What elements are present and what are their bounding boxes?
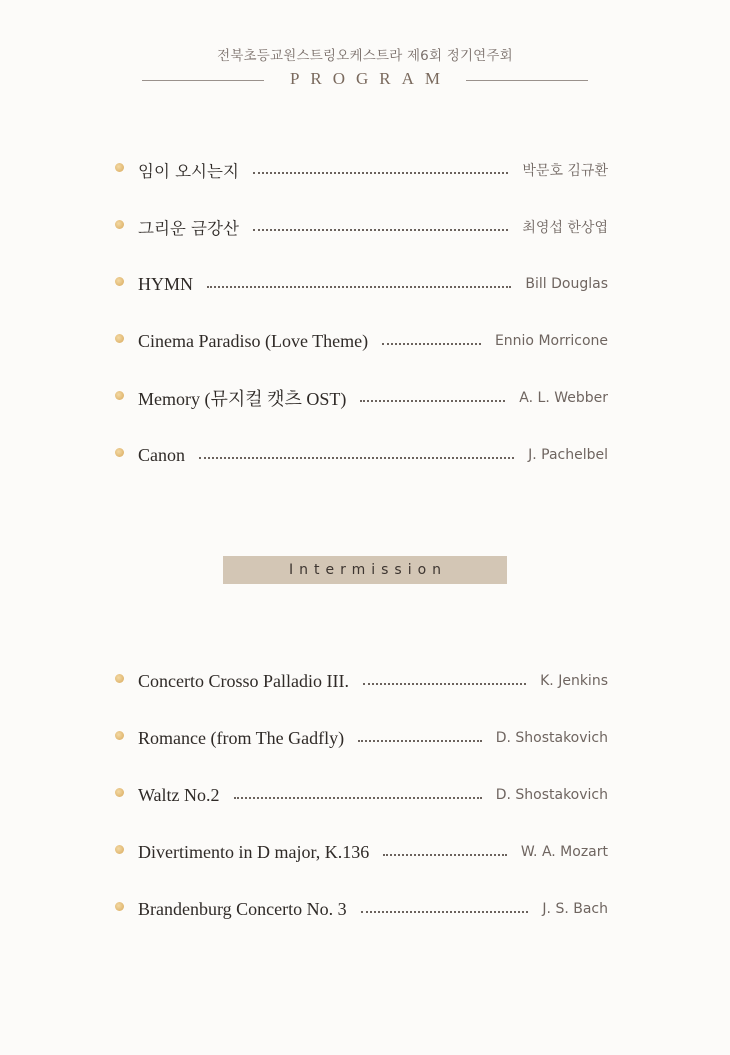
bullet-dot-icon	[115, 277, 124, 286]
piece-title: Waltz No.2	[138, 784, 220, 805]
composer-name: K. Jenkins	[540, 673, 608, 689]
piece-title: 임이 오시는지	[138, 162, 239, 181]
bullet-dot-icon	[115, 391, 124, 400]
dotted-leader	[361, 911, 529, 913]
composer-name: J. S. Bach	[542, 901, 608, 917]
composer-name: D. Shostakovich	[495, 730, 608, 746]
program-item	[112, 212, 608, 242]
dotted-leader	[207, 286, 511, 288]
program-item	[112, 440, 608, 470]
concert-title: 전북초등교원스트링오케스트라 제6회 정기연주회	[217, 48, 513, 64]
dotted-leader	[253, 172, 509, 174]
composer-name: J. Pachelbel	[528, 447, 608, 463]
bullet-dot-icon	[115, 448, 124, 457]
composer-name: 최영섭 한상엽	[522, 220, 608, 236]
program-item	[112, 326, 608, 356]
dotted-leader	[234, 797, 482, 799]
piece-title: 그리운 금강산	[138, 219, 239, 238]
program-item	[112, 383, 608, 413]
bullet-dot-icon	[115, 674, 124, 683]
program-item	[112, 155, 608, 185]
bullet-dot-icon	[115, 788, 124, 797]
dotted-leader	[382, 343, 481, 345]
piece-title: Divertimento in D major, K.136	[138, 841, 370, 862]
dotted-leader	[360, 400, 505, 402]
dotted-leader	[383, 854, 507, 856]
composer-name: A. L. Webber	[519, 390, 608, 406]
composer-name: Bill Douglas	[525, 276, 608, 292]
bullet-dot-icon	[115, 731, 124, 740]
piece-title: Concerto Crosso Palladio III.	[138, 670, 349, 691]
bullet-dot-icon	[115, 220, 124, 229]
program-heading: PROGRAM	[289, 69, 452, 88]
program-item	[112, 894, 608, 924]
program-item	[112, 666, 608, 696]
program-item	[112, 837, 608, 867]
program-item	[112, 780, 608, 810]
piece-title: Brandenburg Concerto No. 3	[138, 898, 347, 919]
composer-name: 박문호 김규환	[522, 163, 608, 179]
bullet-dot-icon	[115, 334, 124, 343]
piece-title: Romance (from The Gadfly)	[138, 727, 345, 748]
composer-name: Ennio Morricone	[494, 333, 608, 349]
bullet-dot-icon	[115, 845, 124, 854]
program-item	[112, 269, 608, 299]
piece-title: Memory (뮤지컬 캣츠 OST)	[138, 389, 347, 409]
dotted-leader	[358, 740, 482, 742]
program-item	[112, 723, 608, 753]
composer-name: D. Shostakovich	[495, 787, 608, 803]
dotted-leader	[253, 229, 509, 231]
composer-name: W. A. Mozart	[520, 844, 608, 860]
dotted-leader	[199, 457, 514, 459]
piece-title: Canon	[138, 444, 185, 465]
intermission-band: Intermission	[223, 556, 507, 584]
bullet-dot-icon	[115, 163, 124, 172]
piece-title: Cinema Paradiso (Love Theme)	[138, 330, 369, 351]
bullet-dot-icon	[115, 902, 124, 911]
piece-title: HYMN	[138, 273, 194, 294]
dotted-leader	[363, 683, 526, 685]
